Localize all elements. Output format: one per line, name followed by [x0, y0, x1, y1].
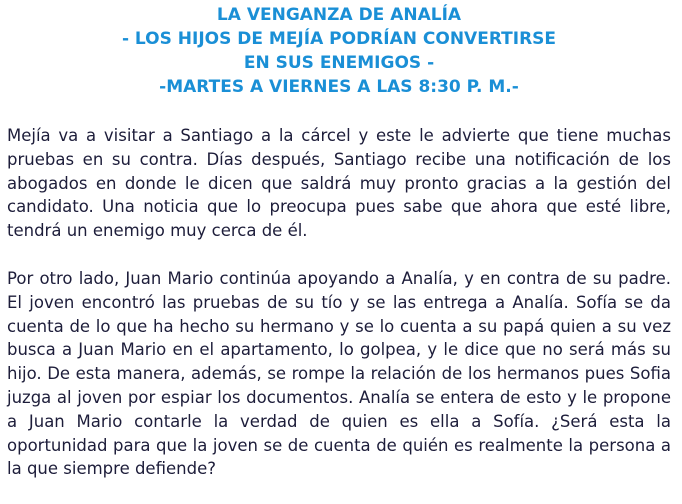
headline-title: LA VENGANZA DE ANALÍA: [216, 5, 462, 25]
headline-subtitle-line-1: - LOS HIJOS DE MEJÍA PODRÍAN CONVERTIRSE: [121, 29, 557, 49]
headline-subtitle-line-2: EN SUS ENEMIGOS -: [243, 53, 435, 73]
body-paragraph-1: Mejía va a visitar a Santiago a la cárcel y este le advierte que tiene muchas pruebas en su contra. Días después, Santiago recibe una notificación de los abogados en donde le dicen que saldrá muy pronto gracias a la gestión del candidato. Una noticia que lo preocupa pues sabe que ahora que esté libre, tendrá un enemigo muy cerca de él.: [7, 126, 671, 241]
body-paragraph-2: Por otro lado, Juan Mario continúa apoyando a Analía, y en contra de su padre. El joven encontró las pruebas de su tío y se las entrega a Analía. Sofía se da cuenta de lo que ha hecho su hermano y se lo cuenta a su papá quien a su vez busca a Juan Mario en el apartamento, lo golpea, y le dice que no será más su hijo. De esta manera, además, se rompe la relación de los hermanos pues Sofia juzga al joven por espiar los documentos. Analía se entera de esto y le propone a Juan Mario contarle la verdad de quien es ella a Sofía. ¿Será esta la oportunidad para que la joven se de cuenta de quién es realmente la persona a la que siempre defiende?: [7, 268, 671, 479]
document: [7, 3, 671, 481]
headline-schedule: -MARTES A VIERNES A LAS 8:30 P. M.-: [159, 77, 519, 97]
headline-block: [7, 3, 671, 99]
